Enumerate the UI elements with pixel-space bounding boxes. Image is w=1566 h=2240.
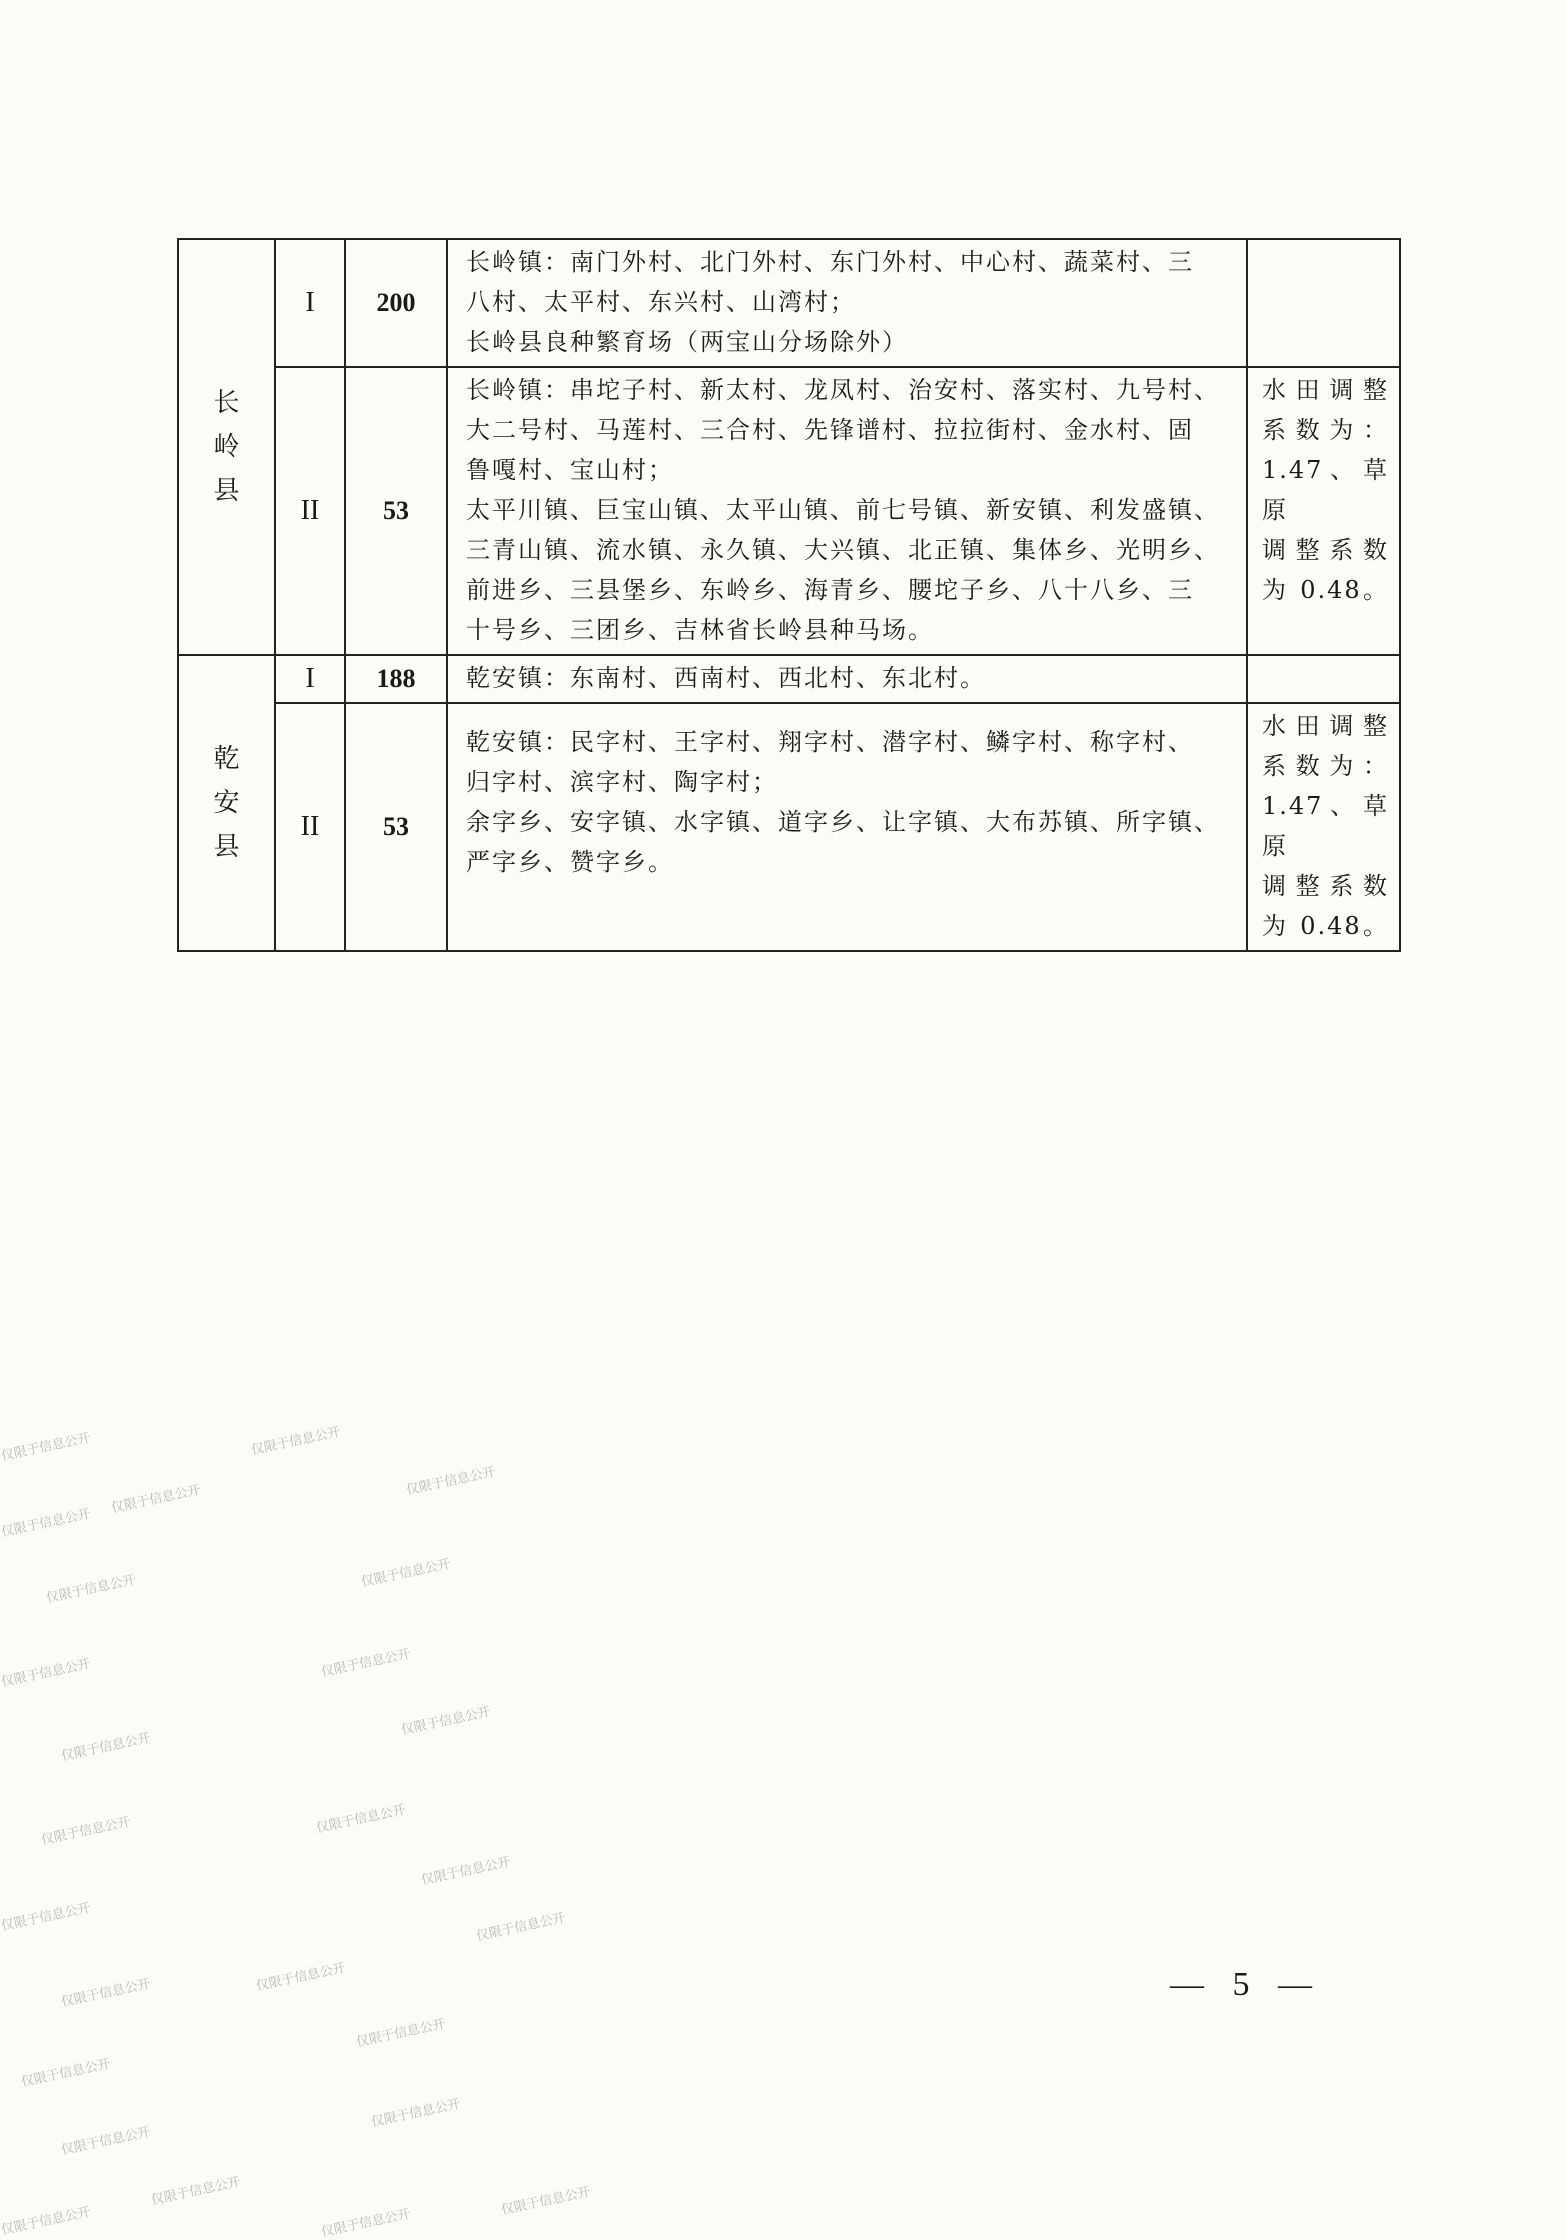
watermark-text: 仅限于信息公开 xyxy=(369,2096,462,2131)
watermark-text: 仅限于信息公开 xyxy=(0,2204,92,2239)
watermark-text: 仅限于信息公开 xyxy=(39,1814,132,1849)
area-cell: 长岭镇：串坨子村、新太村、龙凤村、治安村、落实村、九号村、 大二号村、马莲村、三合村、先锋谱村、拉拉街村、金水村、固 鲁嘎村、宝山村； 太平川镇、巨宝山镇、太平山镇、前七号镇、新安镇、利发盛镇、 三青山镇、流水镇、永久镇、大兴镇、北正镇、集体乡、光明乡、 前进乡、三县堡乡、东岭乡、海青乡、腰坨子乡、八十八乡、三 十号乡、三团乡、吉林省长岭县种马场。 xyxy=(447,367,1247,655)
watermark-text: 仅限于信息公开 xyxy=(0,1900,92,1935)
grade-cell: I xyxy=(275,239,345,367)
price-cell: 53 xyxy=(345,703,447,951)
area-cell: 乾安镇：东南村、西南村、西北村、东北村。 xyxy=(447,655,1247,703)
table-row xyxy=(178,703,1400,951)
watermark-text: 仅限于信息公开 xyxy=(44,1572,137,1607)
price-cell: 188 xyxy=(345,655,447,703)
table-row xyxy=(178,367,1400,655)
price-cell: 53 xyxy=(345,367,447,655)
watermark-text: 仅限于信息公开 xyxy=(109,1482,202,1517)
note-cell xyxy=(1247,655,1400,703)
watermark-text: 仅限于信息公开 xyxy=(354,2016,447,2051)
watermark-text: 仅限于信息公开 xyxy=(499,2184,592,2219)
page-number: — 5 — xyxy=(1170,1966,1322,2003)
grade-cell: I xyxy=(275,655,345,703)
watermark-text: 仅限于信息公开 xyxy=(0,1656,92,1691)
watermark-text: 仅限于信息公开 xyxy=(249,1424,342,1459)
area-cell: 长岭镇：南门外村、北门外村、东门外村、中心村、蔬菜村、三 八村、太平村、东兴村、山湾村； 长岭县良种繁育场（两宝山分场除外） xyxy=(447,239,1247,367)
county-cell-qianan: 乾 安 县 xyxy=(178,655,275,951)
watermark-text: 仅限于信息公开 xyxy=(254,1960,347,1995)
land-price-table xyxy=(177,238,1401,952)
price-cell: 200 xyxy=(345,239,447,367)
watermark-text: 仅限于信息公开 xyxy=(0,1430,92,1465)
watermark-text: 仅限于信息公开 xyxy=(59,2124,152,2159)
watermark-text: 仅限于信息公开 xyxy=(59,1730,152,1765)
grade-cell: II xyxy=(275,367,345,655)
watermark-text: 仅限于信息公开 xyxy=(59,1976,152,2011)
watermark-text: 仅限于信息公开 xyxy=(319,2206,412,2240)
table-row xyxy=(178,655,1400,703)
watermark-text: 仅限于信息公开 xyxy=(319,1646,412,1681)
watermark-text: 仅限于信息公开 xyxy=(359,1556,452,1591)
watermark-text: 仅限于信息公开 xyxy=(314,1802,407,1837)
watermark-text: 仅限于信息公开 xyxy=(419,1854,512,1889)
note-cell: 水田调整 系数为： 1.47、草原 调整系数 为 0.48。 xyxy=(1247,703,1400,951)
area-cell: 乾安镇：民字村、王字村、翔字村、潜字村、鳞字村、称字村、 归字村、滨字村、陶字村； 余字乡、安字镇、水字镇、道字乡、让字镇、大布苏镇、所字镇、 严字乡、赞字乡。 xyxy=(447,703,1247,951)
watermark-text: 仅限于信息公开 xyxy=(404,1464,497,1499)
watermark-text: 仅限于信息公开 xyxy=(474,1910,567,1945)
note-cell: 水田调整 系数为： 1.47、草原 调整系数 为 0.48。 xyxy=(1247,367,1400,655)
grade-cell: II xyxy=(275,703,345,951)
note-cell xyxy=(1247,239,1400,367)
watermark-text: 仅限于信息公开 xyxy=(399,1704,492,1739)
table-row xyxy=(178,239,1400,367)
county-cell-changling: 长 岭 县 xyxy=(178,239,275,655)
watermark-text: 仅限于信息公开 xyxy=(19,2056,112,2091)
watermark-text: 仅限于信息公开 xyxy=(0,1506,92,1541)
watermark-text: 仅限于信息公开 xyxy=(149,2174,242,2209)
